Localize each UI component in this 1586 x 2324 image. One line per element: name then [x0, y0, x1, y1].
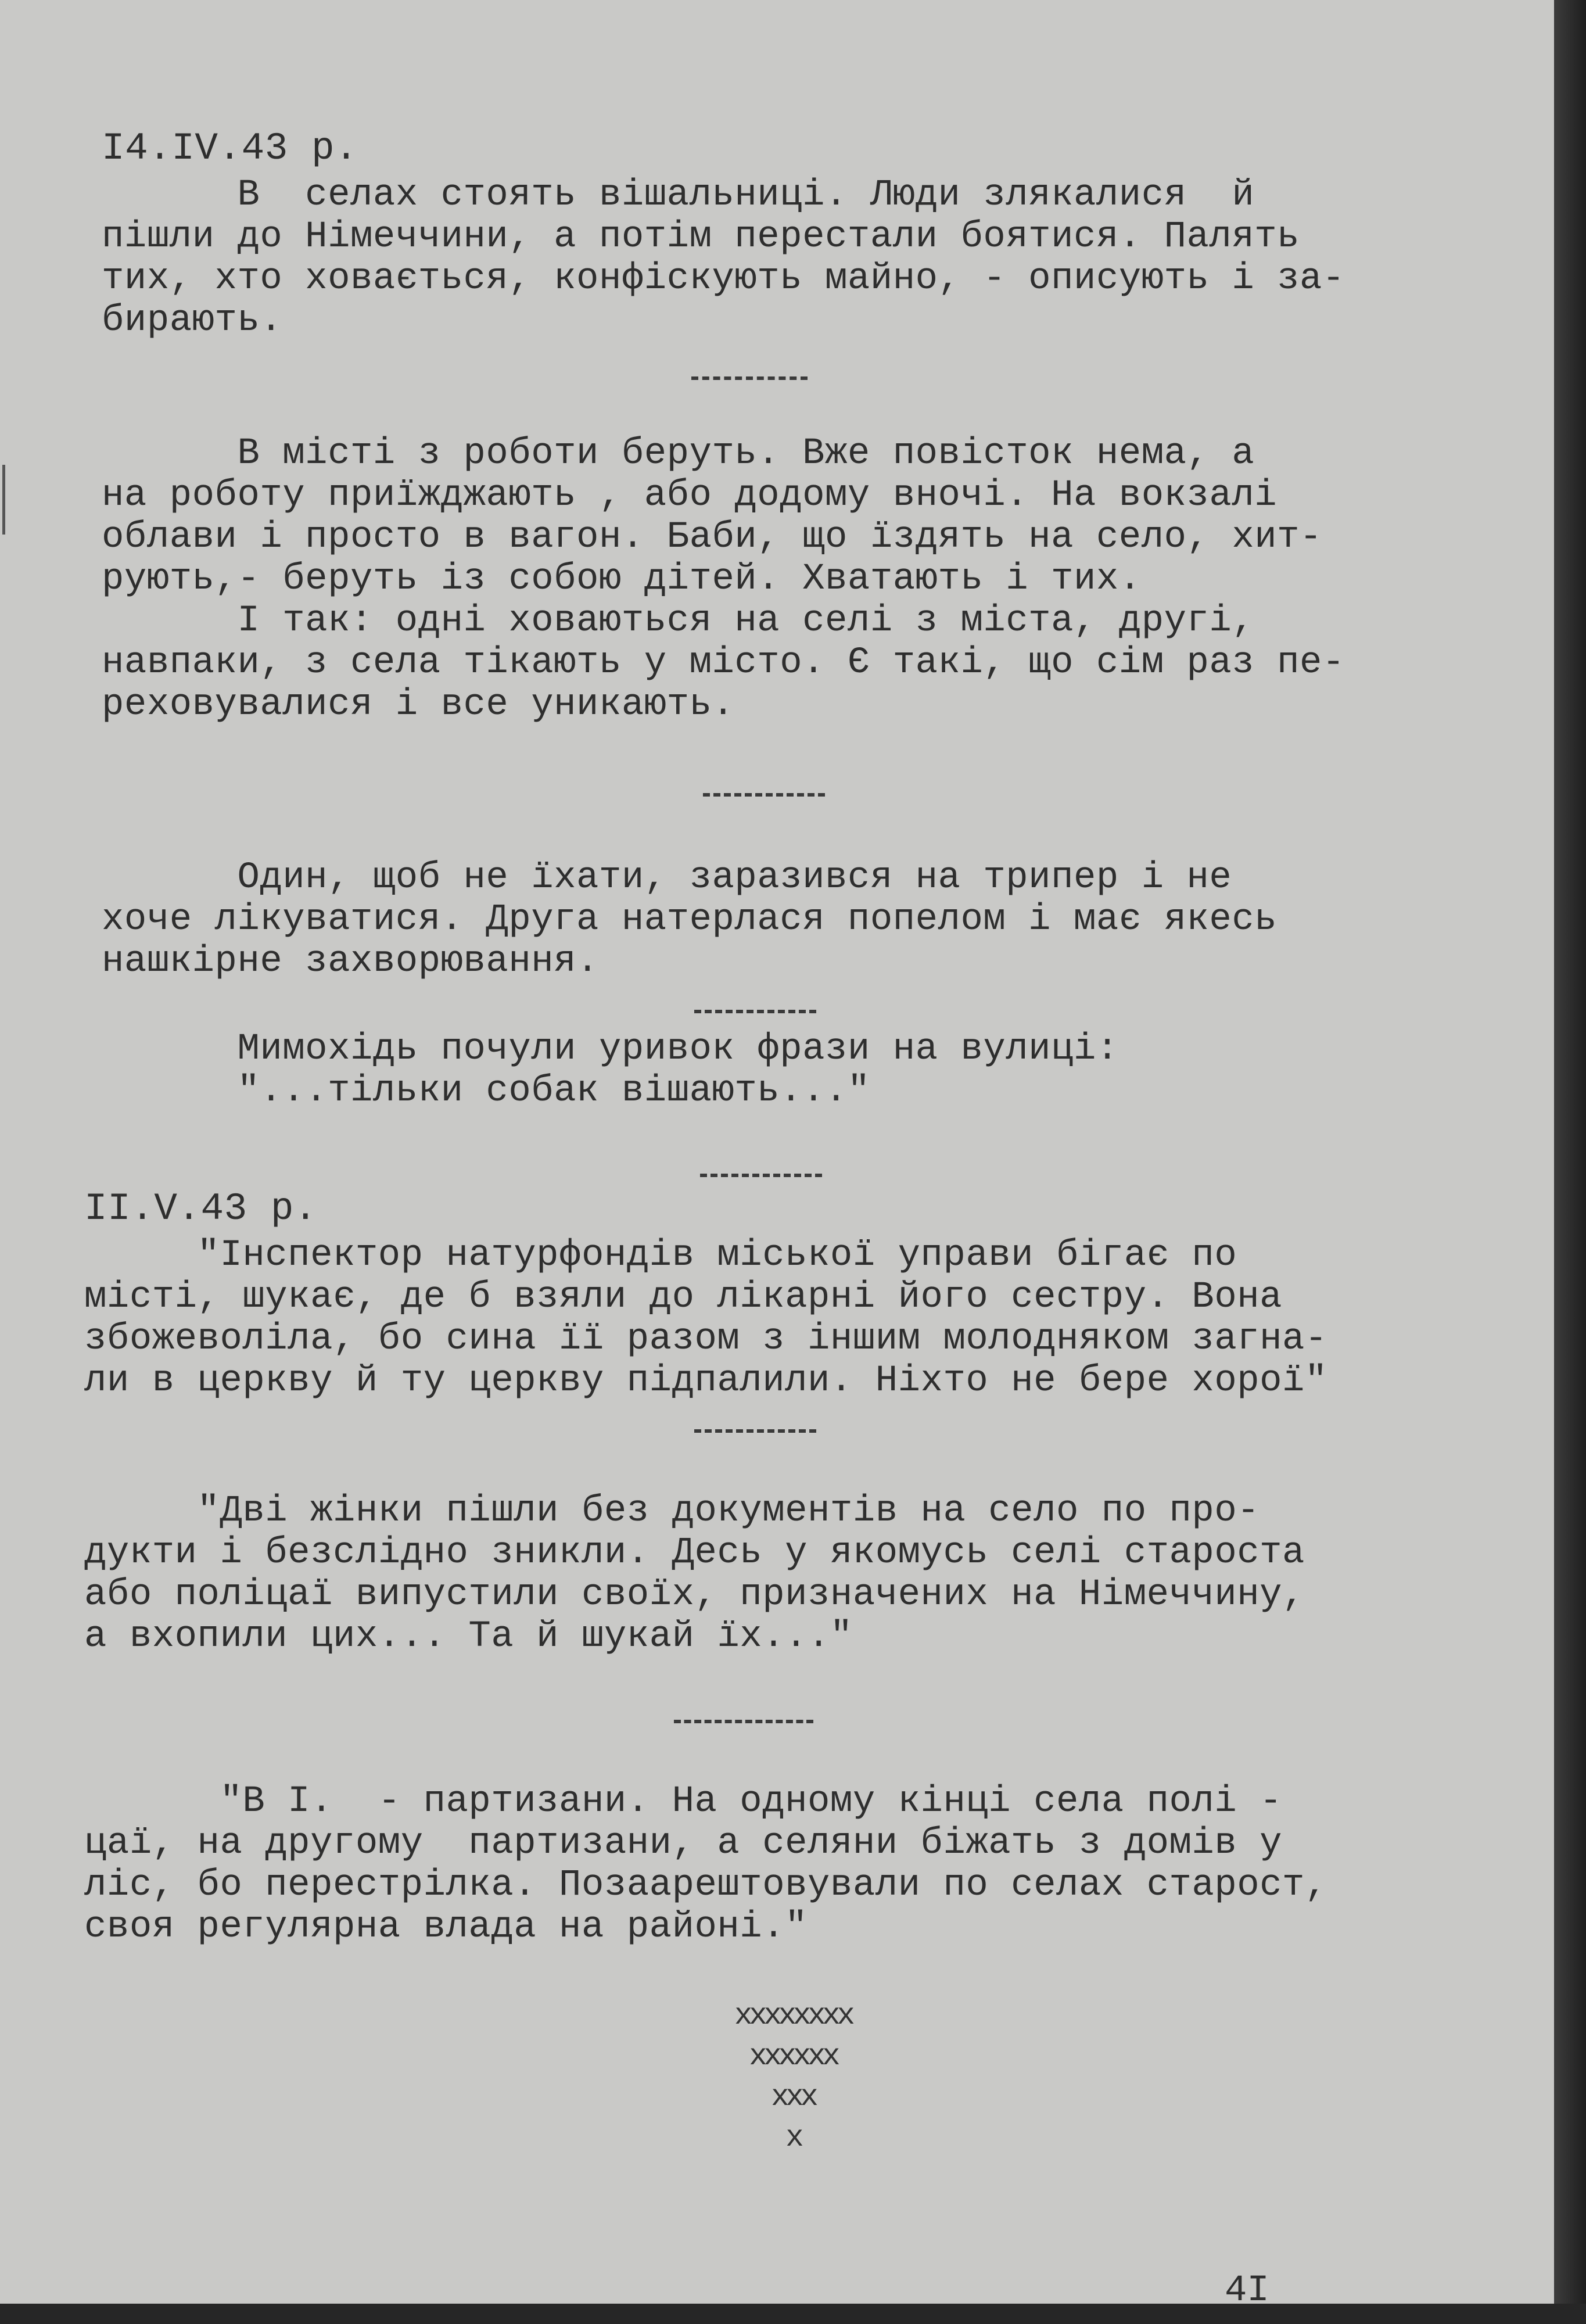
text-line: хоче лікуватися. Друга натерлася попелом і має якесь [102, 899, 1278, 941]
text-line: В місті з роботи беруть. Вже повісток нема, а [102, 433, 1255, 475]
text-line: реховувалися і все уникають. [102, 684, 735, 726]
text-line: а вхопили цих... Та й шукай їх..." [84, 1616, 853, 1658]
text-line: "В І. - партизани. На одному кінці села полі - [84, 1781, 1283, 1823]
ornament-line: х [785, 2121, 801, 2155]
text-line: своя регулярна влада на районі." [84, 1906, 808, 1948]
text-line: облави і просто в вагон. Баби, що їздять на село, хит- [102, 517, 1322, 558]
text-line: "Дві жінки пішли без документів на село по про- [84, 1490, 1260, 1532]
scan-edge-bottom [0, 2304, 1586, 2324]
text-line: рують,- беруть із собою дітей. Хватають і тих. [102, 558, 1142, 600]
margin-mark [2, 465, 5, 535]
text-line: В селах стоять вішальниці. Люди злякалися й [102, 174, 1255, 216]
scan-edge-right [1554, 0, 1586, 2324]
text-line: Один, щоб не їхати, заразився на трипер і не [102, 857, 1232, 899]
text-line: "Інспектор натурфондів міської управи бігає по [84, 1235, 1237, 1276]
section-separator [700, 1174, 822, 1177]
text-line: Мимохідь почули уривок фрази на вулиці: [102, 1028, 1119, 1070]
entry-date: I4.IV.43 р. [102, 127, 358, 170]
text-line: або поліцаї випустили своїх, призначених на Німеччину, [84, 1574, 1305, 1616]
text-line: тих, хто ховається, конфіскують майно, - описують і за- [102, 258, 1345, 300]
text-line: бирають. [102, 300, 283, 342]
page-number: 4I [1225, 2270, 1269, 2304]
section-separator [703, 793, 825, 797]
ornament-line: хххххх [749, 2039, 837, 2074]
section-separator [694, 1429, 816, 1433]
entry-date: II.V.43 р. [84, 1187, 318, 1231]
ornament-line: хххххххх [734, 1999, 852, 2033]
text-line: ли в церкву й ту церкву підпалили. Ніхто не бере хорої" [84, 1360, 1327, 1402]
text-line: ліс, бо перестрілка. Позаарештовували по селах старост, [84, 1864, 1327, 1906]
text-line: "...тільки собак вішають..." [102, 1070, 870, 1112]
section-separator [694, 1010, 816, 1013]
text-line: цаї, на другому партизани, а селяни біжать з домів у [84, 1823, 1283, 1864]
section-separator [691, 376, 808, 380]
text-line: навпаки, з села тікають у місто. Є такі, що сім раз пе- [102, 642, 1345, 684]
text-line: пішли до Німеччини, а потім перестали боятися. Палять [102, 216, 1300, 258]
section-separator [674, 1720, 813, 1723]
text-line: на роботу приїжджають , або додому вночі. На вокзалі [102, 475, 1278, 517]
text-line: І так: одні ховаються на селі з міста, другі, [102, 600, 1255, 642]
text-line: збожеволіла, бо сина її разом з іншим молодняком загна- [84, 1318, 1327, 1360]
ornament-line: ххх [771, 2080, 815, 2114]
text-line: місті, шукає, де б взяли до лікарні його сестру. Вона [84, 1276, 1283, 1318]
text-line: нашкірне захворювання. [102, 941, 599, 982]
text-line: дукти і безслідно зникли. Десь у якомусь селі староста [84, 1532, 1305, 1574]
